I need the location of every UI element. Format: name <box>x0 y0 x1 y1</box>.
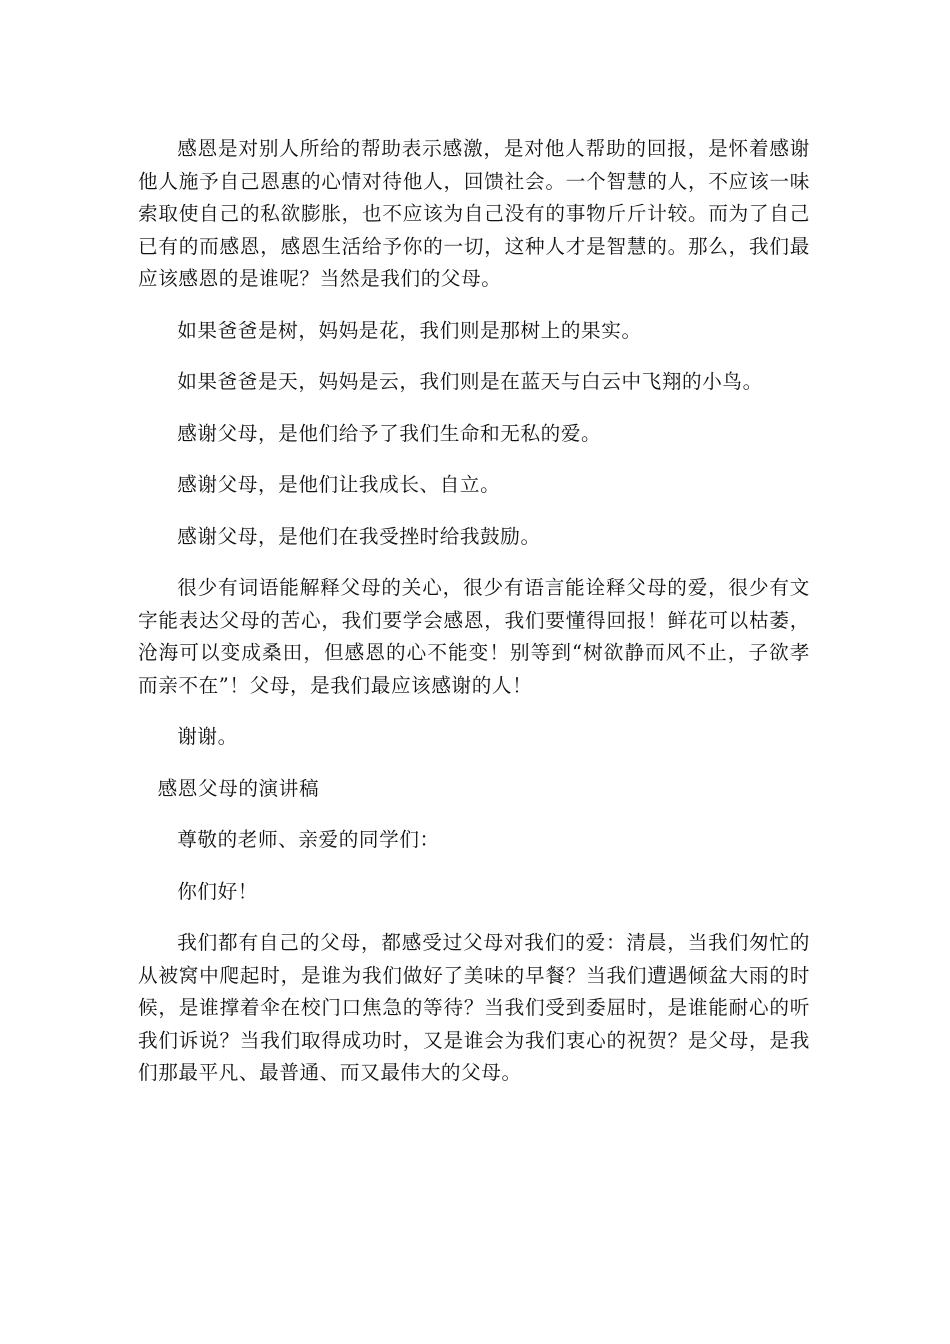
speech-title: 感恩父母的演讲稿 <box>157 776 320 800</box>
paragraph-gratitude-definition: 感恩是对别人所给的帮助表示感激，是对他人帮助的回报，是怀着感谢他人施予自己恩惠的心情对待他人，回馈社会。一个智慧的人，不应该一味索取使自己的私欲膨胀，也不应该为自己没有的事物斤斤计较。而为了自己已有的而感恩，感恩生活给予你的一切，这种人才是智慧的。那么，我们最应该感恩的是谁呢？当然是我们的父母。 <box>138 137 810 290</box>
paragraph-salutation: 尊敬的老师、亲爱的同学们： <box>177 828 440 851</box>
paragraph-thanks-encouragement: 感谢父母，是他们在我受挫时给我鼓励。 <box>177 524 541 548</box>
paragraph-tree-flower: 如果爸爸是树，妈妈是花，我们则是那树上的果实。 <box>177 318 642 342</box>
paragraph-parents-care: 我们都有自己的父母，都感受过父母对我们的爱：清晨，当我们匆忙的从被窝中爬起时，是谁为我们做好了美味的早餐？当我们遭遇倾盆大雨的时候，是谁撑着伞在校门口焦急的等待？当我们受到委屈时，是谁能耐心的听我们诉说？当我们取得成功时，又是谁会为我们衷心的祝贺？是父母，是我们那最平凡、最普通、而又最伟大的父母。 <box>138 931 810 1084</box>
paragraph-sky-cloud: 如果爸爸是天，妈妈是云，我们则是在蓝天与白云中飞翔的小鸟。 <box>177 370 763 393</box>
paragraph-thank-you: 谢谢。 <box>177 725 238 748</box>
paragraph-thanks-growth: 感谢父母，是他们让我成长、自立。 <box>177 473 501 496</box>
paragraph-parents-love: 很少有词语能解释父母的关心，很少有语言能诠释父母的爱，很少有文字能表达父母的苦心，我们要学会感恩，我们要懂得回报！鲜花可以枯萎，沧海可以变成桑田，但感恩的心不能变！别等到“树欲静而风不止，子欲孝而亲不在”！父母，是我们最应该感谢的人！ <box>138 576 810 697</box>
document-body <box>138 133 810 1090</box>
paragraph-greeting: 你们好！ <box>177 879 258 903</box>
paragraph-thanks-life: 感谢父母，是他们给予了我们生命和无私的爱。 <box>177 421 602 445</box>
